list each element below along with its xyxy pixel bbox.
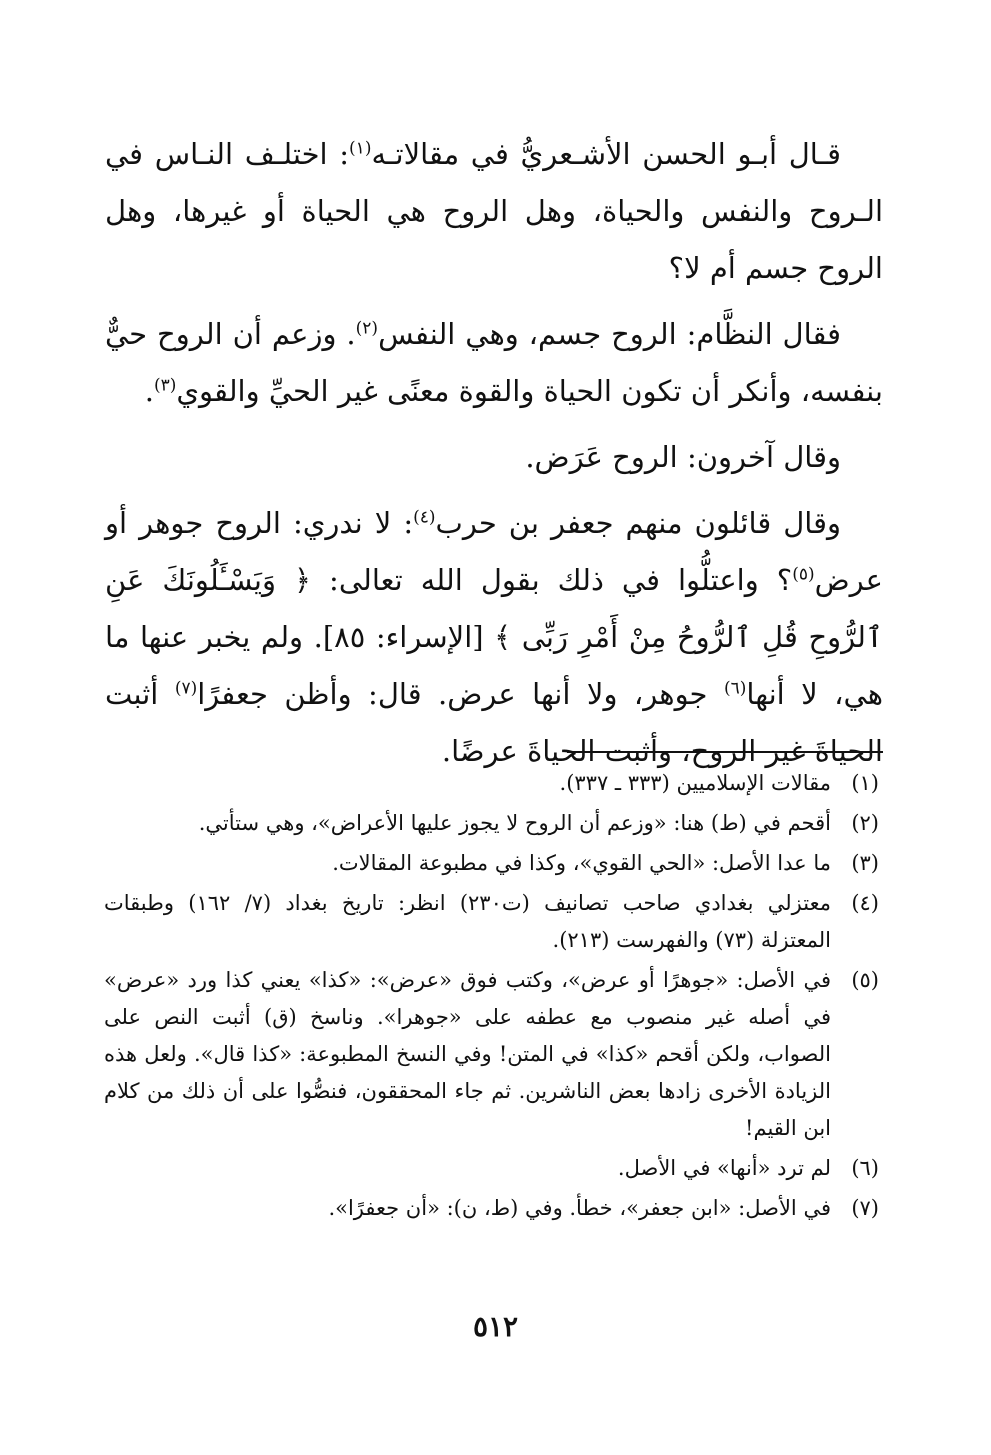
quran-verse: ﴿ وَيَسْـَٔلُونَكَ عَنِ ٱلرُّوحِ قُلِ ٱلرُّوحُ مِنْ أَمْرِ رَبِّى ﴾ <box>105 563 883 654</box>
text-span: . وزعم أن الروح حيٌّ بنفسه، وأنكر أن تكون الحياة والقوة معنًى غير الحيِّ والقوي <box>105 317 883 408</box>
footnote-number: (٧) <box>851 1196 879 1220</box>
text-span: وقال قائلون منهم جعفر بن حرب <box>435 506 841 540</box>
footnote-ref-2[interactable]: (٢) <box>355 318 379 339</box>
text-span: . <box>144 374 154 408</box>
footnote-number: (١) <box>851 771 879 795</box>
footnote-text: مقالات الإسلاميين (٣٣٣ ـ ٣٣٧). <box>559 771 831 795</box>
footnote-ref-7[interactable]: (٧) <box>174 678 198 699</box>
footnote-item <box>104 1150 879 1187</box>
text-span: وقال آخرون: الروح عَرَض. <box>525 440 841 474</box>
footnote-ref-5[interactable]: (٥) <box>792 564 815 585</box>
footnote-item <box>104 845 879 882</box>
footnote-text: لم ترد «أنها» في الأصل. <box>617 1156 831 1180</box>
footnote-number: (٣) <box>851 851 879 875</box>
footnote-number: (٤) <box>851 891 879 915</box>
footnote-text: في الأصل: «جوهرًا أو عرض»، وكتب فوق «عرض»: «كذا» يعني كذا ورد «عرض» في أصله غير منصوب مع عطفه على «جوهرا». وناسخ (ق) أثبت النص على الصواب، ولكن أقحم «كذا» في المتن! وفي النسخ المطبوعة: «كذا قال». ولعل هذه الزيادة الأخرى زادها بعض الناشرين. ثم جاء المحققون، فنصُّوا على أن ذلك من كلام ابن القيم! <box>104 968 831 1140</box>
paragraph-2 <box>105 306 883 420</box>
footnote-item <box>104 885 879 959</box>
footnote-text: أقحم في (ط) هنا: «وزعم أن الروح لا يجوز عليها الأعراض»، وهي ستأتي. <box>198 811 831 835</box>
footnote-number: (٦) <box>851 1156 879 1180</box>
page-number: ٥١٢ <box>472 1310 519 1343</box>
footnote-ref-3[interactable]: (٣) <box>153 375 177 396</box>
footnote-item <box>104 805 879 842</box>
footnote-ref-4[interactable]: (٤) <box>413 507 436 528</box>
paragraph-1 <box>105 126 883 297</box>
footnote-number: (٥) <box>851 968 879 992</box>
footnote-text: في الأصل: «ابن جعفر»، خطأ. وفي (ط، ن): «أن جعفرًا». <box>328 1196 831 1220</box>
footnote-item <box>104 765 879 802</box>
footnote-item <box>104 1190 879 1227</box>
text-span: : اختلـف النـاس في الـروح والنفس والحياة، وهل الروح هي الحياة أو غيرها، وهل الروح جسم أم لا؟ <box>105 137 883 285</box>
text-span: جوهر، ولا أنها عرض. قال: وأظن جعفرًا <box>197 677 724 711</box>
text-span: : لا ندري: الروح جوهر أو عرض <box>105 506 883 597</box>
paragraph-4 <box>105 495 883 780</box>
footnotes <box>104 765 879 1230</box>
footnote-ref-6[interactable]: (٦) <box>723 678 747 699</box>
text-span: قـال أبـو الحسن الأشـعريُّ في مقالاتـه <box>371 137 842 171</box>
footnote-item <box>104 962 879 1147</box>
text-span: [الإسراء: ٨٥]. ولم يخبر عنها ما هي، لا أنها <box>105 620 884 711</box>
footnote-divider <box>567 751 883 753</box>
footnote-text: معتزلي بغدادي صاحب تصانيف (ت٢٣٠) انظر: تاريخ بغداد (٧/ ١٦٢) وطبقات المعتزلة (٧٣) والفهرست (٢١٣). <box>104 891 831 952</box>
text-span: فقال النظَّام: الروح جسم، وهي النفس <box>378 317 841 351</box>
text-span: أثبت الحياةَ غير الروح، وأثبت الحياةَ عرضًا. <box>105 677 883 768</box>
text-span: ؟ واعتلُّوا في ذلك بقول الله تعالى: <box>311 563 793 597</box>
main-text <box>105 126 883 789</box>
footnote-ref-1[interactable]: (١) <box>349 138 372 159</box>
footnote-text: ما عدا الأصل: «الحي القوي»، وكذا في مطبوعة المقالات. <box>332 851 831 875</box>
paragraph-3 <box>105 429 883 486</box>
footnote-number: (٢) <box>851 811 879 835</box>
